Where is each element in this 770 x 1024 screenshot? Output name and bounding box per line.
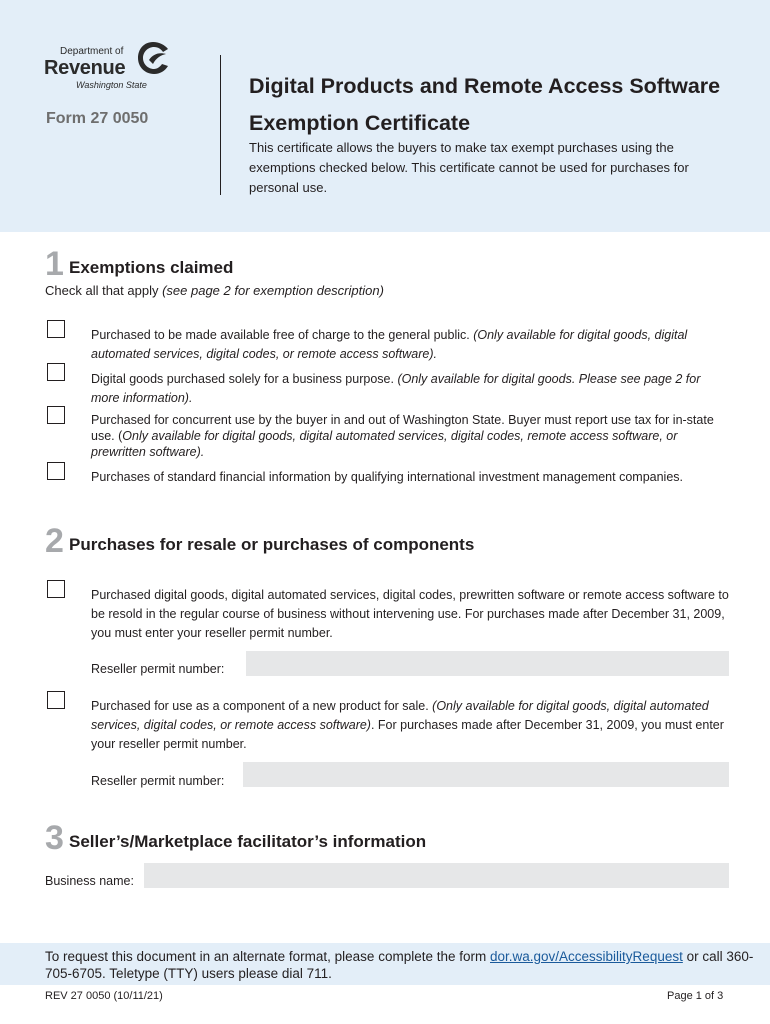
header-divider: [220, 55, 221, 195]
section-1-title: Exemptions claimed: [69, 258, 234, 277]
logo-state-text: Washington State: [76, 80, 147, 90]
intro-text: This certificate allows the buyers to make tax exempt purchases using the exemptions checked below. This certificate cannot be used for purchases for personal use.: [249, 140, 689, 195]
exemption-text: Purchased to be made available free of charge to the general public.: [91, 328, 474, 342]
section-3-number: 3: [45, 819, 64, 857]
notice-text-after: or call 360-705-6705. Teletype (TTY) users please dial 711.: [45, 949, 754, 981]
page-number: Page 1 of 3: [667, 990, 724, 1002]
component-italic: (Only available for digital goods, digital automated services, digital codes, or remote access software): [91, 699, 709, 732]
section-2-number: 2: [45, 522, 64, 560]
page-title: [249, 68, 749, 142]
resale-text: [91, 586, 731, 643]
exemption-financial-info-text: [91, 468, 731, 487]
section-1-instructions: [45, 283, 384, 298]
title-line-2: Exemption Certificate: [249, 111, 471, 135]
header-band: [0, 0, 770, 232]
reseller-permit-label-1: Reseller permit number:: [91, 662, 225, 676]
form-number: Form 27 0050: [46, 110, 149, 127]
exemption-italic: Only available for digital goods, digital automated services, digital codes, remote access software, or prewritten software).: [91, 429, 678, 459]
component-description: Purchased for use as a component of a new product for sale.: [91, 699, 433, 713]
business-name-label: Business name:: [45, 874, 134, 888]
exemption-concurrent-use-checkbox[interactable]: [47, 406, 65, 424]
section-1-number: 1: [45, 245, 64, 283]
dor-logo-mark-icon: [136, 40, 170, 78]
exemption-free-public-text: [91, 326, 731, 364]
exemption-italic: (Only available for digital goods. Please see page 2 for more information).: [91, 372, 701, 405]
exemption-text: Digital goods purchased solely for a business purpose.: [91, 372, 398, 386]
exemption-text: Purchased for concurrent use by the buyer in and out of Washington State. Buyer must report use tax for in-state use. (: [91, 413, 714, 443]
accessibility-request-link[interactable]: dor.wa.gov/AccessibilityRequest: [490, 949, 683, 964]
exemption-italic: (Only available for digital goods, digital automated services, digital codes, or remote access software).: [91, 328, 688, 361]
component-text: [91, 697, 731, 754]
component-checkbox[interactable]: [47, 691, 65, 709]
section-2-title: Purchases for resale or purchases of components: [69, 535, 475, 554]
resale-checkbox[interactable]: [47, 580, 65, 598]
instructions-italic: (see page 2 for exemption description): [162, 283, 384, 298]
exemption-concurrent-use-text: [91, 412, 731, 460]
exemption-business-purpose-text: [91, 370, 731, 408]
exemption-business-purpose-checkbox[interactable]: [47, 363, 65, 381]
title-line-1: Digital Products and Remote Access Software: [249, 74, 721, 98]
instructions-text: Check all that apply: [45, 283, 163, 298]
form-revision: REV 27 0050 (10/11/21): [45, 990, 163, 1002]
resale-description: Purchased digital goods, digital automated services, digital codes, prewritten software or remote access software to be resold in the regular course of business without intervening use. For purchases made after December 31, 2009, you must enter your reseller permit number.: [91, 588, 729, 640]
component-description-after: . For purchases made after December 31, 2009, you must enter your reseller permit number.: [91, 718, 724, 751]
logo-department-text: Department of: [60, 46, 124, 57]
exemption-financial-info-checkbox[interactable]: [47, 462, 65, 480]
logo-revenue-text: Revenue: [44, 57, 126, 79]
reseller-permit-input-2[interactable]: [243, 762, 729, 787]
section-3-title: Seller’s/Marketplace facilitator’s information: [69, 832, 427, 851]
notice-text: To request this document in an alternate format, please complete the form: [45, 949, 490, 964]
reseller-permit-label-2: Reseller permit number:: [91, 774, 225, 788]
accessibility-notice: [45, 948, 755, 982]
reseller-permit-input-1[interactable]: [246, 651, 729, 676]
dor-logo: [44, 40, 174, 94]
exemption-text: Purchases of standard financial information by qualifying international investment management companies.: [91, 470, 683, 484]
exemption-free-public-checkbox[interactable]: [47, 320, 65, 338]
business-name-input[interactable]: [144, 863, 729, 888]
